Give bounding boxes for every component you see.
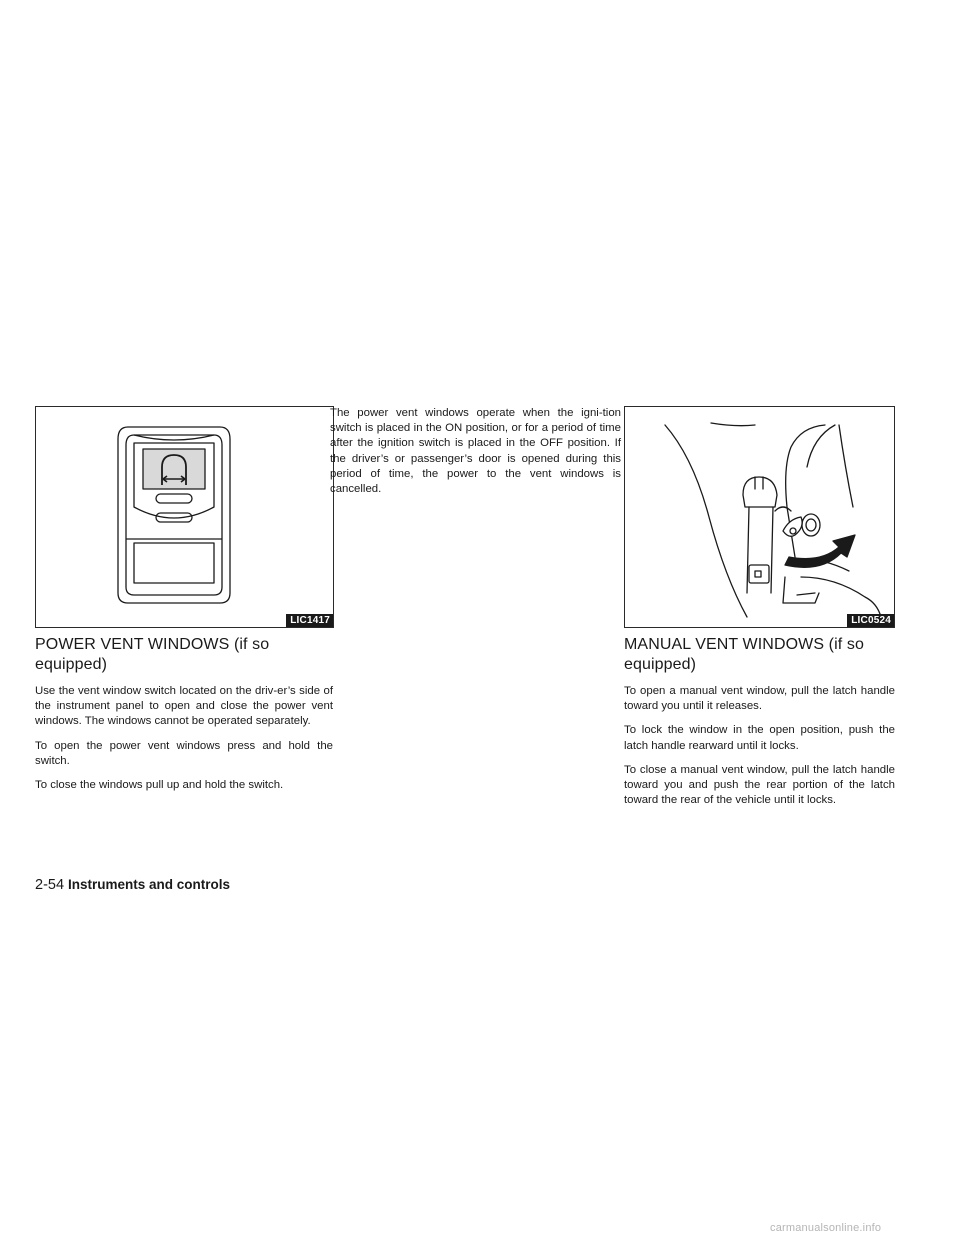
heading-line: equipped) [35,656,108,673]
manual-vent-text [624,684,895,817]
paragraph: To close the windows pull up and hold the switch. [35,779,284,792]
heading-line: POWER VENT WINDOWS (if so [35,636,270,653]
figure-code: LIC0524 [847,614,894,627]
page-number: 2-54 [35,877,65,893]
manual-latch-illustration [625,407,894,627]
section-heading-manual-vent [624,635,864,675]
paragraph: Use the vent window switch located on the driv-er’s side of the instrument panel to open and close the power vent windows. The windows cannot be operated separately. [35,685,333,728]
page-footer [35,876,230,894]
section-title: Instruments and controls [68,877,231,892]
heading-line: MANUAL VENT WINDOWS (if so [624,636,864,653]
section-heading-power-vent [35,635,269,675]
heading-line: equipped) [624,656,697,673]
watermark: carmanualsonline.info [770,1222,882,1234]
vent-switch-illustration [36,407,333,627]
paragraph: The power vent windows operate when the igni-tion switch is placed in the ON position, or for a period of time after the ignition switch is placed in the OFF position. If the driver’s or passenger’s door is opened during this period of time, the power to the vent windows is cancelled. [330,407,621,496]
power-vent-text [35,684,333,802]
paragraph: To open the power vent windows press and hold the switch. [35,739,333,767]
figure-manual-latch [624,406,895,628]
paragraph: To lock the window in the open position, push the latch handle rearward until it locks. [624,724,895,752]
paragraph: To open a manual vent window, pull the latch handle toward you until it releases. [624,685,895,713]
power-vent-operation-text [330,406,621,506]
figure-code: LIC1417 [286,614,333,627]
figure-vent-switch [35,406,334,628]
paragraph: To close a manual vent window, pull the latch handle toward you and push the rear portion of the latch toward the rear of the vehicle until it locks. [624,763,895,807]
